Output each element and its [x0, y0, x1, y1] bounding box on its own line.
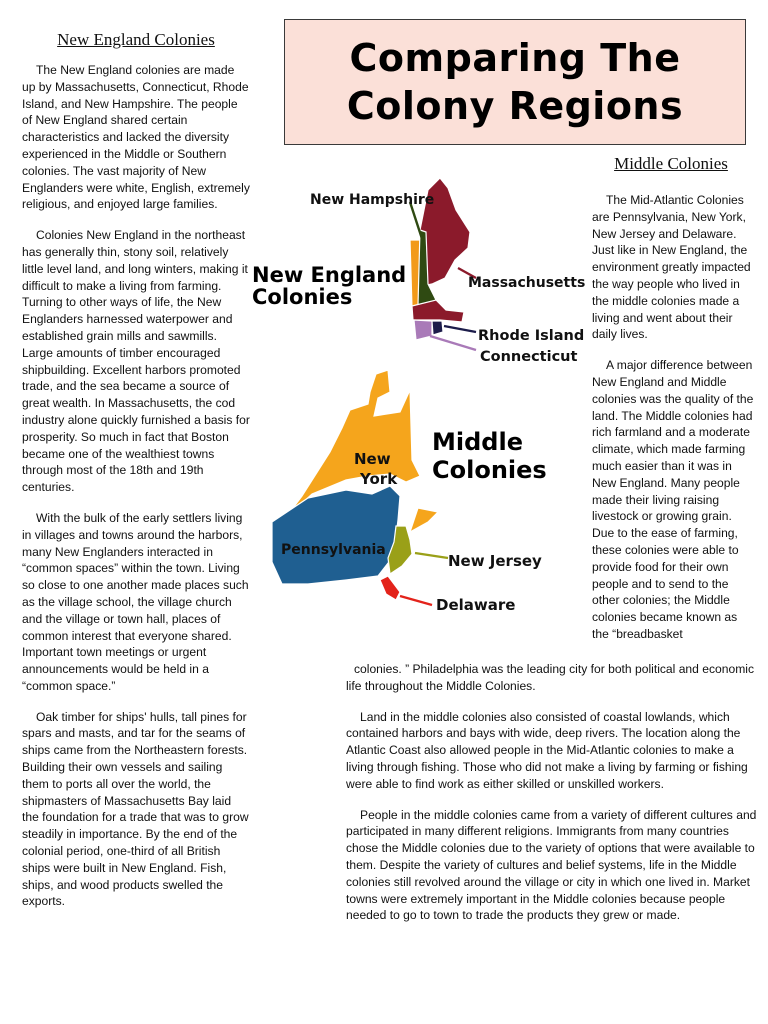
- rhode-island-shape: [432, 321, 443, 335]
- mid-paragraph-2: A major difference between New England and Middle colonies was the quality of the land. The Middle colonies had rich farmland and a moderate climate, which made farming much easier than it was in New England. Many people made their living raising livestock or growing grain. Due to the ease of farming, these colonies were able to provide food for their own people and to send to the other colonies; the Middle colonies became known as the “breadbasket: [592, 358, 754, 641]
- de-label: Delaware: [436, 596, 516, 614]
- ct-label: Connecticut: [480, 349, 578, 365]
- new-england-column: [22, 30, 250, 924]
- ne-map-title-line-1: New England: [252, 263, 407, 287]
- ne-paragraph-4: Oak timber for ships' hulls, tall pines for spars and masts, and tar for the seams of ships came from the Northeastern forests. Building their own vessels and sailing them to ports all over the world, the shipmasters of Massachusetts Bay laid the foundation for a trade that was to grow steadily in importance. By the end of the colonial period, one-third of all British ships were built in New England. Fish, ships, and wood products swelled the exports.: [22, 709, 249, 909]
- page-title-line-2: Colony Regions: [346, 84, 684, 128]
- nj-label: New Jersey: [448, 552, 542, 570]
- ne-paragraph-2: Colonies New England in the northeast has generally thin, stony soil, relatively little level land, and long winters, making it difficult to make a living from farming. Turning to other ways of life, the New Englanders harnessed waterpower and established grain mills and sawmills. Large amounts of timber encouraged shipbuilding. Excellent harbors promoted trade, and the sea became a source of great wealth. In Massachusetts, the cod industry alone quickly furnished a basis for prosperity. So much in fact that Boston became one of the wealthiest towns through most of the 18th and 19th centuries.: [22, 228, 250, 495]
- mid-paragraph-1: The Mid-Atlantic Colonies are Pennsylvania, New York, New Jersey and Delaware. Just like in New England, the environment greatly impacted the way people who lived in the middle colonies made a living and went about their daily lives.: [592, 193, 751, 342]
- middle-bottom-column: [346, 661, 760, 938]
- mid-map-title-line-2: Colonies: [432, 456, 547, 484]
- page-title-box: [284, 19, 746, 145]
- ne-paragraph-3: With the bulk of the early settlers living in villages and towns around the harbors, many New Englanders interacted in “common spaces” within the town. Living so close to one another made places such as the village school, the village church and the village or town hall, places of common interest that everyone shared. Important town meetings or urgent announcements would be held in a “common space.”: [22, 510, 249, 693]
- maps-svg: [250, 160, 590, 630]
- mid-paragraph-4: Land in the middle colonies also consisted of coastal lowlands, which contained harbors and bays with wide, deep rivers. The location along the Atlantic Coast also allowed people in the Mid-Atlantic colonies to make a living through fishing. Those who did not make a living by farming or fishing were able to find work as either skilled or unskilled workers.: [346, 709, 748, 791]
- connecticut-shape: [414, 320, 432, 340]
- ne-map-title-line-2: Colonies: [252, 285, 353, 309]
- delaware-shape: [380, 576, 400, 600]
- mid-paragraph-5: People in the middle colonies came from a variety of different cultures and participated in many different religions. Immigrants from many countries chose the Middle colonies due to the variety of options that were available to them. Despite the variety of cultures and belief systems, life in the Middle colonies still revolved around the village or city in which one lived in. Market towns were extremely important in the Middle colonies because people needed to go to town to trade the products they grew or made.: [346, 807, 757, 923]
- new-england-heading: New England Colonies: [57, 30, 215, 49]
- middle-side-column: [592, 192, 754, 657]
- ny-label-line-1: New: [354, 450, 391, 468]
- ma-label: Massachusetts: [468, 275, 586, 291]
- mid-map-title-line-1: Middle: [432, 428, 523, 456]
- colony-maps: [250, 160, 590, 630]
- middle-map: [272, 370, 438, 600]
- page-title-line-1: Comparing The: [349, 36, 681, 80]
- mid-paragraph-3: colonies. ” Philadelphia was the leading city for both political and economic life throughout the Middle Colonies.: [346, 662, 754, 693]
- nh-label: New Hampshire: [310, 192, 435, 208]
- pa-label: Pennsylvania: [281, 542, 386, 558]
- middle-heading: Middle Colonies: [614, 154, 728, 173]
- ri-label: Rhode Island: [478, 328, 585, 344]
- ny-islands: [410, 508, 438, 532]
- ny-label-line-2: York: [360, 470, 398, 488]
- middle-heading-wrap: [596, 154, 746, 186]
- ne-paragraph-1: The New England colonies are made up by Massachusetts, Connecticut, Rhode Island, and New Hampshire. The people of New England shared certain characteristics and lacked the diversity experienced in the Middle or Southern colonies. The vast majority of New Englanders were white, English, extremely religious, and enjoyed large families.: [22, 63, 250, 212]
- pennsylvania-shape: [272, 486, 400, 584]
